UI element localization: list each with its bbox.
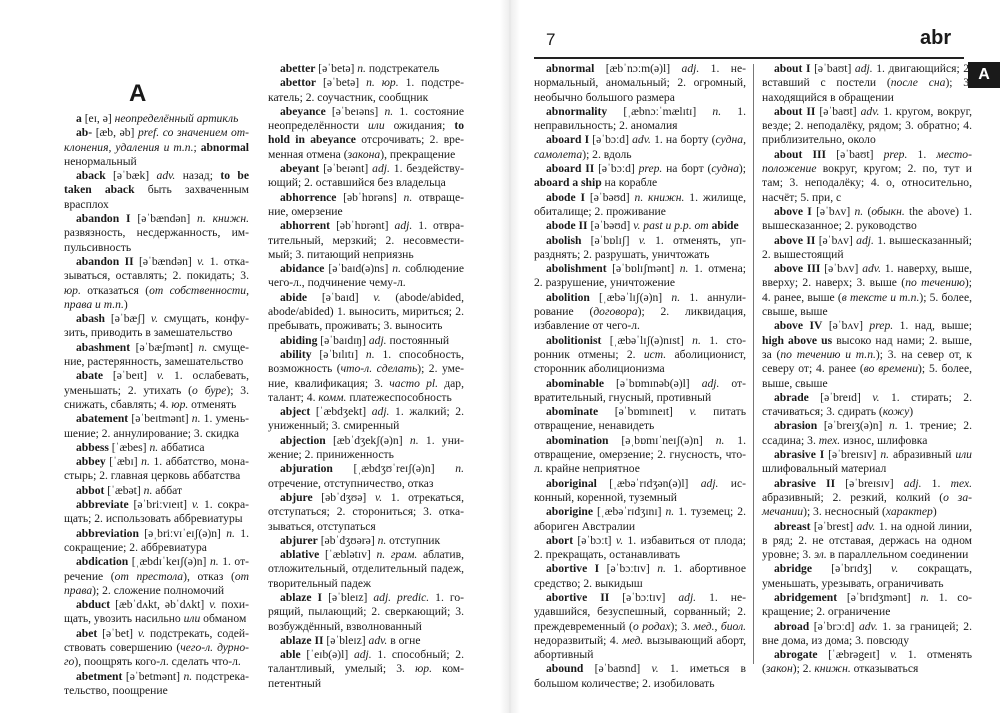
dictionary-entry: ablaze II [əˈbleɪz] adv. в огне (280, 633, 421, 647)
dictionary-entry: abeyant [əˈbeɪənt] adj. 1. бездействующий; 2. оставшийся без владельца (268, 162, 465, 190)
dictionary-entry: abandon II [əˈbændən] v. 1. отказываться, оставлять; 2. покидать; 3. юр. отказаться (от собственности, права и т.п.) (64, 254, 249, 311)
dictionary-entry: above I [əˈbʌv] n. (обыкн. the above) 1. вышесказанное; 2. руководство (762, 204, 972, 233)
right-page (520, 0, 1000, 713)
dictionary-entry: abrasion [əˈbreɪʒ(ə)n] n. 1. трение; 2. ссадина; 3. тех. износ, шлифовка (762, 419, 972, 447)
dictionary-entry: abbreviation [əˌbriːvɪˈeɪʃ(ə)n] n. 1. сокращение; 2. аббревиатура (64, 526, 250, 554)
dictionary-entry: abetter [əˈbetə] n. подстрекатель (280, 62, 440, 75)
dictionary-entry: abjection [æbˈdʒekʃ(ə)n] n. 1. унижение; 2. приниженность (268, 433, 464, 462)
dictionary-entry: abhorrent [əbˈhɒrənt] adj. 1. отвратительный, мерзкий; 2. несовместимый; 3. питающий неприязнь (268, 219, 464, 261)
dictionary-entry: ab- [æb, əb] pref. со значением отклонения, удаления и т.п.; abnormal ненормальный (64, 126, 249, 168)
dictionary-entry: abomination [əˌbɒmɪˈneɪʃ(ə)n] n. 1. отвращение, омерзение; 2. гнусность, что-л. крайне неприятное (534, 433, 746, 476)
dictionary-entry: aboard I [əˈbɔːd] adv. 1. на борту (судна, самолета); 2. вдоль (534, 133, 746, 161)
dictionary-entry: abatement [əˈbeɪtmənt] n. 1. уменьшение; 2. аннулирование; 3. скидка (64, 412, 249, 440)
dictionary-entry: above IV [əˈbʌv] prep. 1. над, выше; high above us высоко над нами; 2. выше, за (по течению и т.п.); 3. на север от, к северу от; 4. ранее (во времени); 5. более, выше, свыше (762, 319, 972, 390)
dictionary-entry: about I [əˈbaʊt] adj. 1. двигающийся; 2. вставший с постели (после сна); 3. находящийся в обращении (762, 62, 972, 104)
dictionary-entry: abdication [ˌæbdɪˈkeɪʃ(ə)n] n. 1. отречение (от престола), отказ (от права); 2. сложение полномочий (64, 555, 250, 597)
dictionary-entry: abject [ˈæbdʒekt] adj. 1. жалкий; 2. униженный; 3. смиренный (268, 405, 464, 433)
dictionary-entry: able [ˈeɪb(ə)l] adj. 1. способный; 2. талантливый, умелый; 3. юр. компетентный (268, 648, 464, 690)
dictionary-entry: abet [əˈbet] v. подстрекать, содействовать совершению (чего-л. дурного), поощрять кого-л. сделать что-л. (64, 626, 249, 669)
dictionary-entry: abreast [əˈbrest] adv. 1. на одной линии, в ряд; 2. не отставая, держась на одном уровне; 3. эл. в параллельном соединении (762, 519, 972, 562)
dictionary-entry: abridgement [əˈbrɪdʒmənt] n. 1. сокращение; 2. ограничение (762, 590, 973, 619)
dictionary-entry: abeyance [əˈbeɪəns] n. 1. состояние неопределённости или ожидания; to hold in abeyance отсрочивать; 2. временная отмена (закона), прекращение (268, 104, 464, 161)
dictionary-entry: abjurer [əbˈdʒʊərə] n. отступник (280, 533, 441, 547)
dictionary-entry: abolition [ˌæbəˈlɪʃ(ə)n] n. 1. аннулирование (договора); 2. ликвидация, избавление от чего-л. (534, 290, 747, 333)
dictionary-entry: above III [əˈbʌv] adv. 1. наверху, выше, вверху; 2. наверх; 3. выше (по течению); 4. ранее, выше (в тексте и т.п.); 5. более, свыше, выше (762, 262, 973, 319)
dictionary-entry: abettor [əˈbetə] n. юр. 1. подстрекатель; 2. соучастник, сообщник (268, 76, 464, 104)
dictionary-entry: a [eɪ, ə] неопределённый артикль (76, 112, 239, 125)
dictionary-entry: aboriginal [ˌæbəˈrɪdʒən(ə)l] adj. исконный, коренной, туземный (534, 476, 746, 504)
dictionary-entry: abortive I [əˈbɔːtɪv] n. 1. абортивное средство; 2. выкидыш (534, 562, 746, 590)
right-page-column-1 (534, 62, 746, 691)
dictionary-entry: abnormal [æbˈnɔːm(ə)l] adj. 1. ненормальный, аномальный; 2. огромный, необычно большого размера (534, 62, 746, 104)
dictionary-entry: abetment [əˈbetmənt] n. подстрекательство, поощрение (64, 669, 249, 697)
header-rule (534, 57, 964, 59)
dictionary-entry: abhorrence [əbˈhɒrəns] n. отвращение, омерзение (268, 190, 464, 218)
dictionary-entry: abode II [əˈbəʊd] v. past и p.p. от abide (546, 219, 739, 233)
running-head: abr (920, 27, 952, 49)
dictionary-entry: abominable [əˈbɒmɪnəb(ə)l] adj. отвратительный, гнусный, противный (534, 376, 747, 404)
left-page-column-1 (64, 112, 249, 698)
dictionary-entry: abjure [əbˈdʒʊə] v. 1. отрекаться, отступаться; 2. сторониться; 3. отказываться, отступаться (268, 490, 464, 533)
left-page-column-2 (268, 62, 464, 691)
dictionary-entry: abound [əˈbaʊnd] v. 1. иметься в большом количестве; 2. изобиловать (534, 662, 746, 690)
dictionary-entry: abnormality [ˌæbnɔːˈmælɪtɪ] n. 1. неправильность; 2. аномалия (534, 104, 746, 133)
dictionary-entry: abduct [æbˈdʌkt, əbˈdʌkt] v. похищать, увозить насильно или обманом (64, 598, 249, 626)
dictionary-entry: abiding [əˈbaɪdɪŋ] adj. постоянный (280, 333, 450, 347)
page-number: 7 (546, 30, 556, 49)
dictionary-entry: abrade [əˈbreɪd] v. 1. стирать; 2. стачиваться; 3. сдирать (кожу) (762, 390, 972, 419)
dictionary-entry: abashment [əˈbæʃmənt] n. смущение, растерянность, замешательство (64, 340, 249, 369)
dictionary-entry: abroad [əˈbrɔːd] adv. 1. за границей; 2. вне дома, из дома; 3. повсюду (762, 619, 972, 647)
dictionary-entry: about III [əˈbaʊt] prep. 1. местоположение вокруг, кругом; 2. по, тут и там; 3. неподалёку; 4. о, относительно, насчёт; 5. при, с (762, 147, 972, 204)
dictionary-entry: abolish [əˈbɒlɪʃ] v. 1. отменять, упразднять; 2. разрушать, уничтожать (534, 233, 746, 261)
dictionary-entry: abort [əˈbɔːt] v. 1. избавиться от плода; 2. прекращать, останавливать (534, 533, 746, 562)
dictionary-entry: abbreviate [əˈbriːvɪeɪt] v. 1. сокращать; 2. использовать аббревиатуры (64, 498, 250, 526)
dictionary-entry: abjuration [ˌæbdʒʊˈreɪʃ(ə)n] n. отречение, отступничество, отказ (268, 462, 464, 490)
thumb-index-tab: A (968, 62, 1000, 88)
dictionary-entry: about II [əˈbaʊt] adv. 1. кругом, вокруг, везде; 2. неподалёку, рядом; 3. обратно; 4. приблизительно, около (762, 104, 972, 147)
dictionary-entry: above II [əˈbʌv] adj. 1. вышесказанный; 2. вышестоящий (762, 233, 972, 261)
dictionary-entry: abode I [əˈbəʊd] n. книжн. 1. жилище, обиталище; 2. проживание (534, 190, 747, 218)
dictionary-entry: ability [əˈbɪlɪtɪ] n. 1. способность, возможность (что-л. сделать); 2. умение, квалификация; 3. часто pl. дар, талант; 4. комм. платежеспособность (268, 347, 464, 404)
dictionary-entry: aback [əˈbæk] adv. назад; to be taken aback быть захваченным врасплох (64, 169, 250, 211)
dictionary-entry: abridge [əˈbrɪdʒ] v. сокращать, уменьшать, урезывать, ограничивать (762, 562, 972, 590)
dictionary-entry: abolitionist [ˌæbəˈlɪʃ(ə)nɪst] n. 1. сторонник отмены; 2. ист. аболиционист, сторонник аболиционизма (534, 333, 746, 376)
column-rule (753, 64, 754, 664)
dictionary-entry: abide [əˈbaɪd] v. (abode/abided, abode/abided) 1. выносить, мириться; 2. пребывать, проживать; 3. выносить (268, 290, 464, 333)
dictionary-entry: abash [əˈbæʃ] v. смущать, конфузить, приводить в замешательство (64, 312, 250, 340)
dictionary-entry: ablative [ˈæblətɪv] n. грам. аблатив, отложительный, отделительный падеж, творительный падеж (268, 548, 465, 590)
dictionary-entry: abbess [ˈæbes] n. аббатиса (76, 440, 205, 454)
dictionary-entry: abidance [əˈbaɪd(ə)ns] n. соблюдение чего-л., подчинение чему-л. (268, 262, 464, 290)
dictionary-entry: abbot [ˈæbət] n. аббат (76, 483, 183, 497)
dictionary-entry: abominate [əˈbɒmɪneɪt] v. питать отвращение, ненавидеть (534, 405, 746, 433)
dictionary-entry: abrogate [ˈæbrəgeɪt] v. 1. отменять (закон); 2. книжн. отказываться (762, 648, 972, 676)
dictionary-entry: aborigine [ˌæbəˈrɪdʒɪnɪ] n. 1. туземец; 2. абориген Австралии (534, 505, 746, 533)
dictionary-entry: abandon I [əˈbændən] n. книжн. развязность, несдержанность, импульсивность (64, 212, 249, 254)
dictionary-entry: aboard II [əˈbɔːd] prep. на борт (судна); aboard a ship на корабле (534, 162, 746, 190)
section-letter: A (129, 80, 147, 107)
book-gutter (500, 0, 520, 713)
dictionary-entry: abbey [ˈæbɪ] n. 1. аббатство, монастырь; 2. главная церковь аббатства (64, 455, 249, 483)
dictionary-entry: abrasive II [əˈbreɪsɪv] adj. 1. тех. абразивный; 2. резкий, колкий (о замечании); 3. несносный (характер) (762, 476, 973, 519)
dictionary-entry: abortive II [əˈbɔːtɪv] adj. 1. неудавшийся, безуспешный, сорванный; 2. преждевременный (о родах); 3. мед., биол. недоразвитый; 4. мед. вызывающий аборт, абортивный (534, 590, 747, 662)
dictionary-entry: abolishment [əˈbɒlɪʃmənt] n. 1. отмена; 2. разрушение, уничтожение (534, 262, 746, 290)
dictionary-entry: ablaze I [əˈbleɪz] adj. predic. 1. горящий, пылающий; 2. сверкающий; 3. возбуждённый, взволнованный (268, 590, 464, 633)
dictionary-entry: abate [əˈbeɪt] v. 1. ослабевать, уменьшать; 2. утихать (о буре); 3. снижать, сбавлять; 4. юр. отменять (64, 369, 249, 411)
right-page-column-2 (762, 62, 972, 677)
dictionary-entry: abrasive I [əˈbreɪsɪv] n. абразивный или шлифовальный материал (762, 448, 972, 476)
